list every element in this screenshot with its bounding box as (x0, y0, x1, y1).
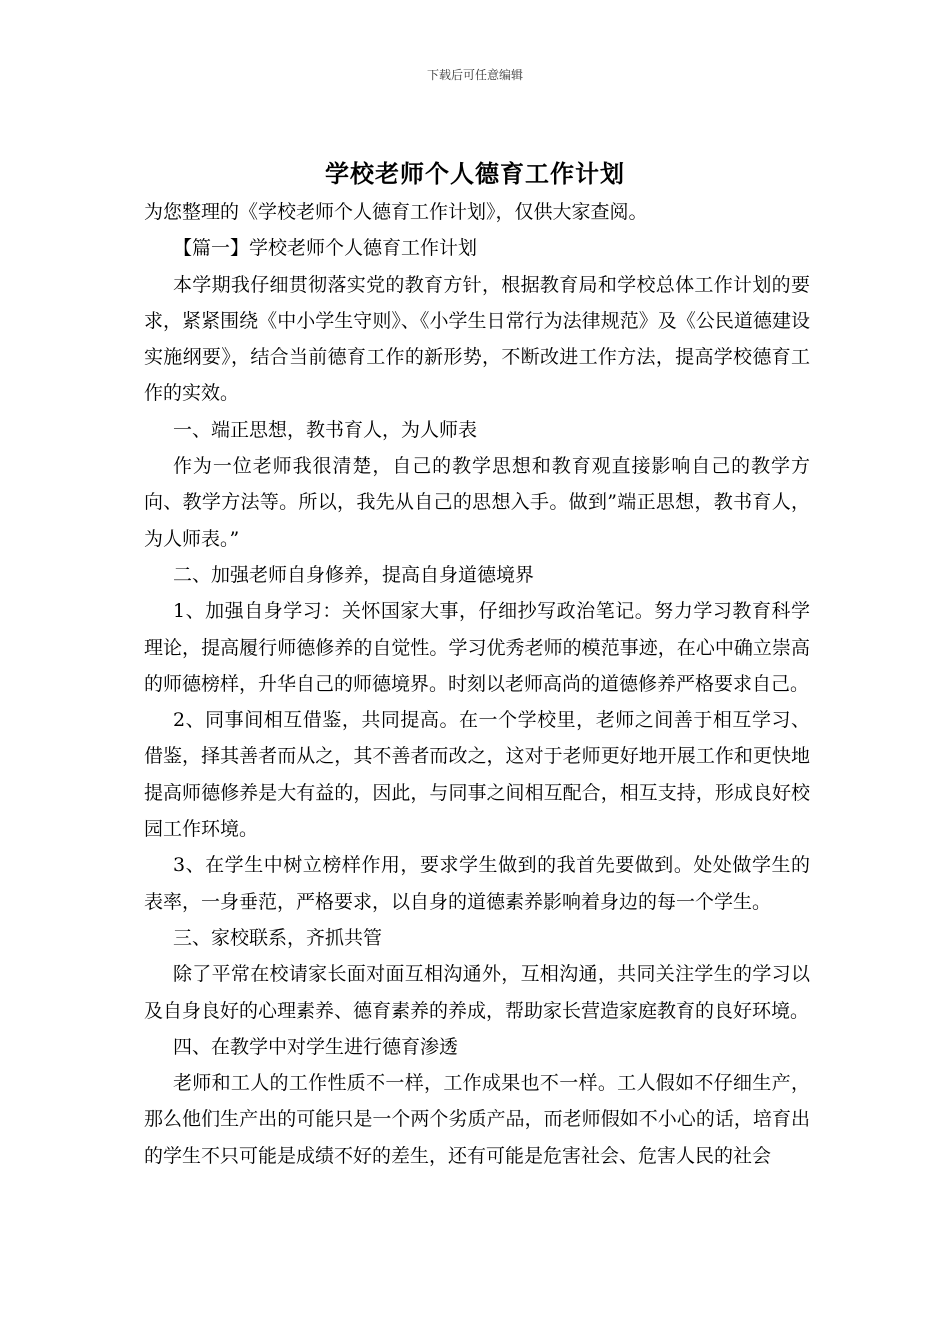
body-paragraph: 作为一位老师我很清楚，自己的教学思想和教育观直接影响自己的教学方向、教学方法等。所以，我先从自己的思想入手。做到”端正思想，教书育人，为人师表。” (144, 455, 810, 550)
document-body (144, 194, 810, 1174)
body-paragraph: 1、加强自身学习：关怀国家大事，仔细抄写政治笔记。努力学习教育科学理论，提高履行师德修养的自觉性。学习优秀老师的模范事迹，在心中确立崇高的师德榜样，升华自己的师德境界。时刻以老师高尚的道德修养严格要求自己。 (144, 600, 810, 695)
body-paragraph: 老师和工人的工作性质不一样，工作成果也不一样。工人假如不仔细生产，那么他们生产出的可能只是一个两个劣质产品，而老师假如不小心的话，培育出的学生不只可能是成绩不好的差生，还有可能是危害社会、危害人民的社会 (144, 1072, 810, 1167)
body-paragraph: 2、同事间相互借鉴，共同提高。在一个学校里，老师之间善于相互学习、借鉴，择其善者而从之，其不善者而改之，这对于老师更好地开展工作和更快地提高师德修养是大有益的，因此，与同事之间相互配合，相互支持，形成良好校园工作环境。 (144, 709, 810, 841)
section-heading: 二、加强老师自身修养，提高自身道德境界 (173, 563, 535, 586)
body-paragraph: 3、在学生中树立榜样作用，要求学生做到的我首先要做到。处处做学生的表率，一身垂范，严格要求，以自身的道德素养影响着身边的每一个学生。 (144, 854, 810, 913)
body-paragraph: 除了平常在校请家长面对面互相沟通外，互相沟通，共同关注学生的学习以及自身良好的心理素养、德育素养的养成，帮助家长营造家庭教育的良好环境。 (144, 963, 810, 1022)
section-heading: 四、在教学中对学生进行德育渗透 (173, 1035, 459, 1058)
section-heading: 【篇一】学校老师个人德育工作计划 (173, 237, 478, 260)
intro-paragraph: 为您整理的《学校老师个人德育工作计划》，仅供大家查阅。 (144, 201, 648, 223)
header-note: 下载后可任意编辑 (426, 68, 523, 82)
document-title: 学校老师个人德育工作计划 (325, 159, 625, 188)
body-paragraph: 本学期我仔细贯彻落实党的教育方针，根据教育局和学校总体工作计划的要求，紧紧围绕《中小学生守则》、《小学生日常行为法律规范》及《公民道德建设实施纲要》，结合当前德育工作的新形势，不断改进工作方法，提高学校德育工作的实效。 (144, 273, 810, 405)
section-heading: 三、家校联系，齐抓共管 (173, 926, 383, 949)
section-heading: 一、端正思想，教书育人，为人师表 (173, 418, 478, 441)
